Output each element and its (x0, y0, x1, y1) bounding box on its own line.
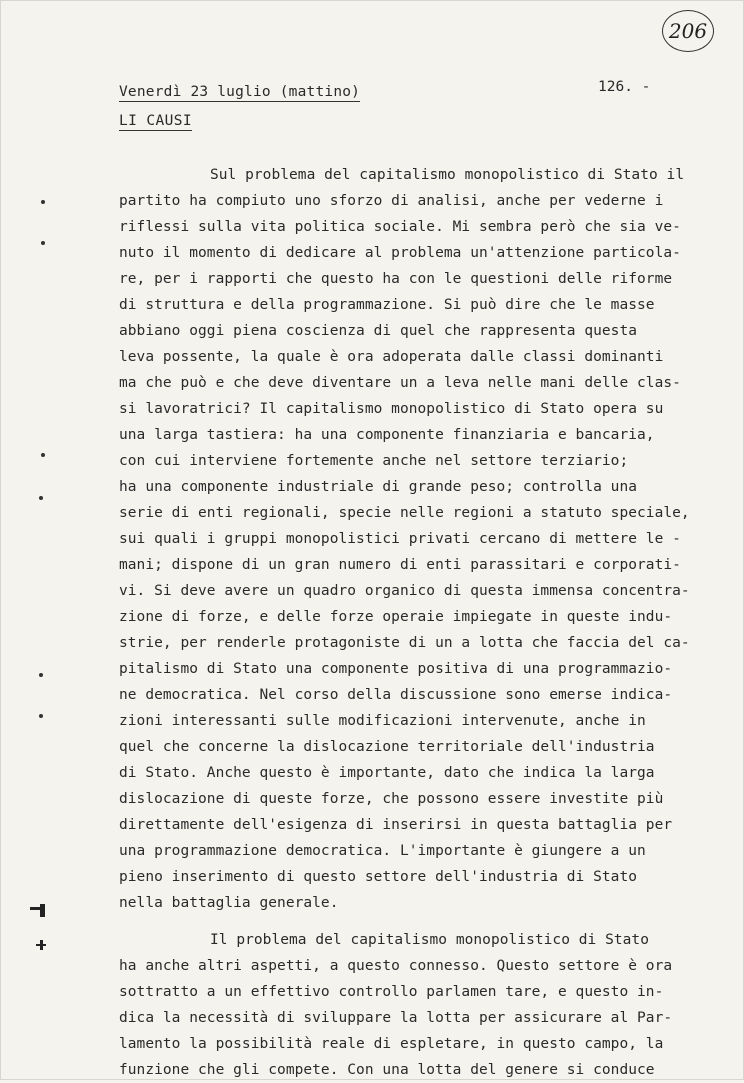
header-date: Venerdì 23 luglio (mattino) (119, 84, 361, 100)
text-line: ha anche altri aspetti, a questo connesso. Questo settore è ora (119, 958, 673, 974)
text-line: zione di forze, e delle forze operaie impiegate in queste indu- (119, 609, 673, 625)
text-line: una programmazione democratica. L'importante è giungere a un (119, 843, 646, 859)
margin-dot (39, 714, 43, 718)
text-line: ma che può e che deve diventare un a leva nelle mani delle clas- (119, 375, 681, 391)
text-line: ha una componente industriale di grande peso; controlla una (119, 479, 638, 495)
text-line: ne democratica. Nel corso della discussione sono emerse indica- (119, 687, 673, 703)
text-line: dica la necessità di sviluppare la lotta per assicurare al Par- (119, 1010, 673, 1026)
text-line: lamento la possibilità reale di espletare, in questo campo, la (119, 1036, 664, 1052)
text-line: di struttura e della programmazione. Si può dire che le masse (119, 297, 655, 313)
text-line: funzione che gli compete. Con una lotta del genere si conduce (119, 1062, 655, 1078)
text-line: Sul problema del capitalismo monopolistico di Stato il (210, 167, 685, 183)
margin-dot (41, 200, 45, 204)
margin-dot (41, 241, 45, 245)
text-line: di Stato. Anche questo è importante, dato che indica la larga (119, 765, 655, 781)
text-line: sottratto a un effettivo controllo parlamen tare, e questo in- (119, 984, 664, 1000)
text-line: Il problema del capitalismo monopolistico di Stato (210, 932, 649, 948)
text-line: re, per i rapporti che questo ha con le questioni delle riforme (119, 271, 673, 287)
text-line: partito ha compiuto uno sforzo di analisi, anche per vederne i (119, 193, 664, 209)
text-line: si lavoratrici? Il capitalismo monopolistico di Stato opera su (119, 401, 664, 417)
margin-mark (40, 940, 43, 950)
margin-mark (40, 904, 45, 917)
text-line: strie, per renderle protagoniste di un a lotta che faccia del ca- (119, 635, 690, 651)
text-line: nella battaglia generale. (119, 895, 339, 911)
page-number: 126. - (598, 79, 651, 95)
text-line: abbiano oggi piena coscienza di quel che rappresenta questa (119, 323, 638, 339)
text-line: sui quali i gruppi monopolistici privati cercano di mettere le - (119, 531, 681, 547)
text-line: dislocazione di queste forze, che possono essere investite più (119, 791, 664, 807)
margin-dot (41, 453, 45, 457)
text-line: riflessi sulla vita politica sociale. Mi sembra però che sia ve- (119, 219, 681, 235)
page-stamp: 206 (662, 10, 714, 52)
text-line: leva possente, la quale è ora adoperata dalle classi dominanti (119, 349, 664, 365)
text-line: una larga tastiera: ha una componente finanziaria e bancaria, (119, 427, 655, 443)
text-line: serie di enti regionali, specie nelle regioni a statuto speciale, (119, 505, 690, 521)
text-line: pieno inserimento di questo settore dell'industria di Stato (119, 869, 638, 885)
text-line: quel che concerne la dislocazione territoriale dell'industria (119, 739, 655, 755)
text-line: zioni interessanti sulle modificazioni intervenute, anche in (119, 713, 646, 729)
text-line: direttamente dell'esigenza di inserirsi in questa battaglia per (119, 817, 673, 833)
paragraph (119, 162, 719, 916)
text-line: nuto il momento di dedicare al problema un'attenzione particola- (119, 245, 681, 261)
text-line: con cui interviene fortemente anche nel settore terziario; (119, 453, 629, 469)
text-line: pitalismo di Stato una componente positiva di una programmazio- (119, 661, 673, 677)
paragraph-gap (119, 916, 719, 927)
text-line: vi. Si deve avere un quadro organico di questa immensa concentra- (119, 583, 690, 599)
speaker-name: LI CAUSI (119, 113, 193, 129)
margin-dot (39, 496, 43, 500)
body-text (119, 162, 719, 1083)
text-line: mani; dispone di un gran numero di enti parassitari e corporati- (119, 557, 681, 573)
margin-dot (39, 673, 43, 677)
paragraph (119, 927, 719, 1083)
